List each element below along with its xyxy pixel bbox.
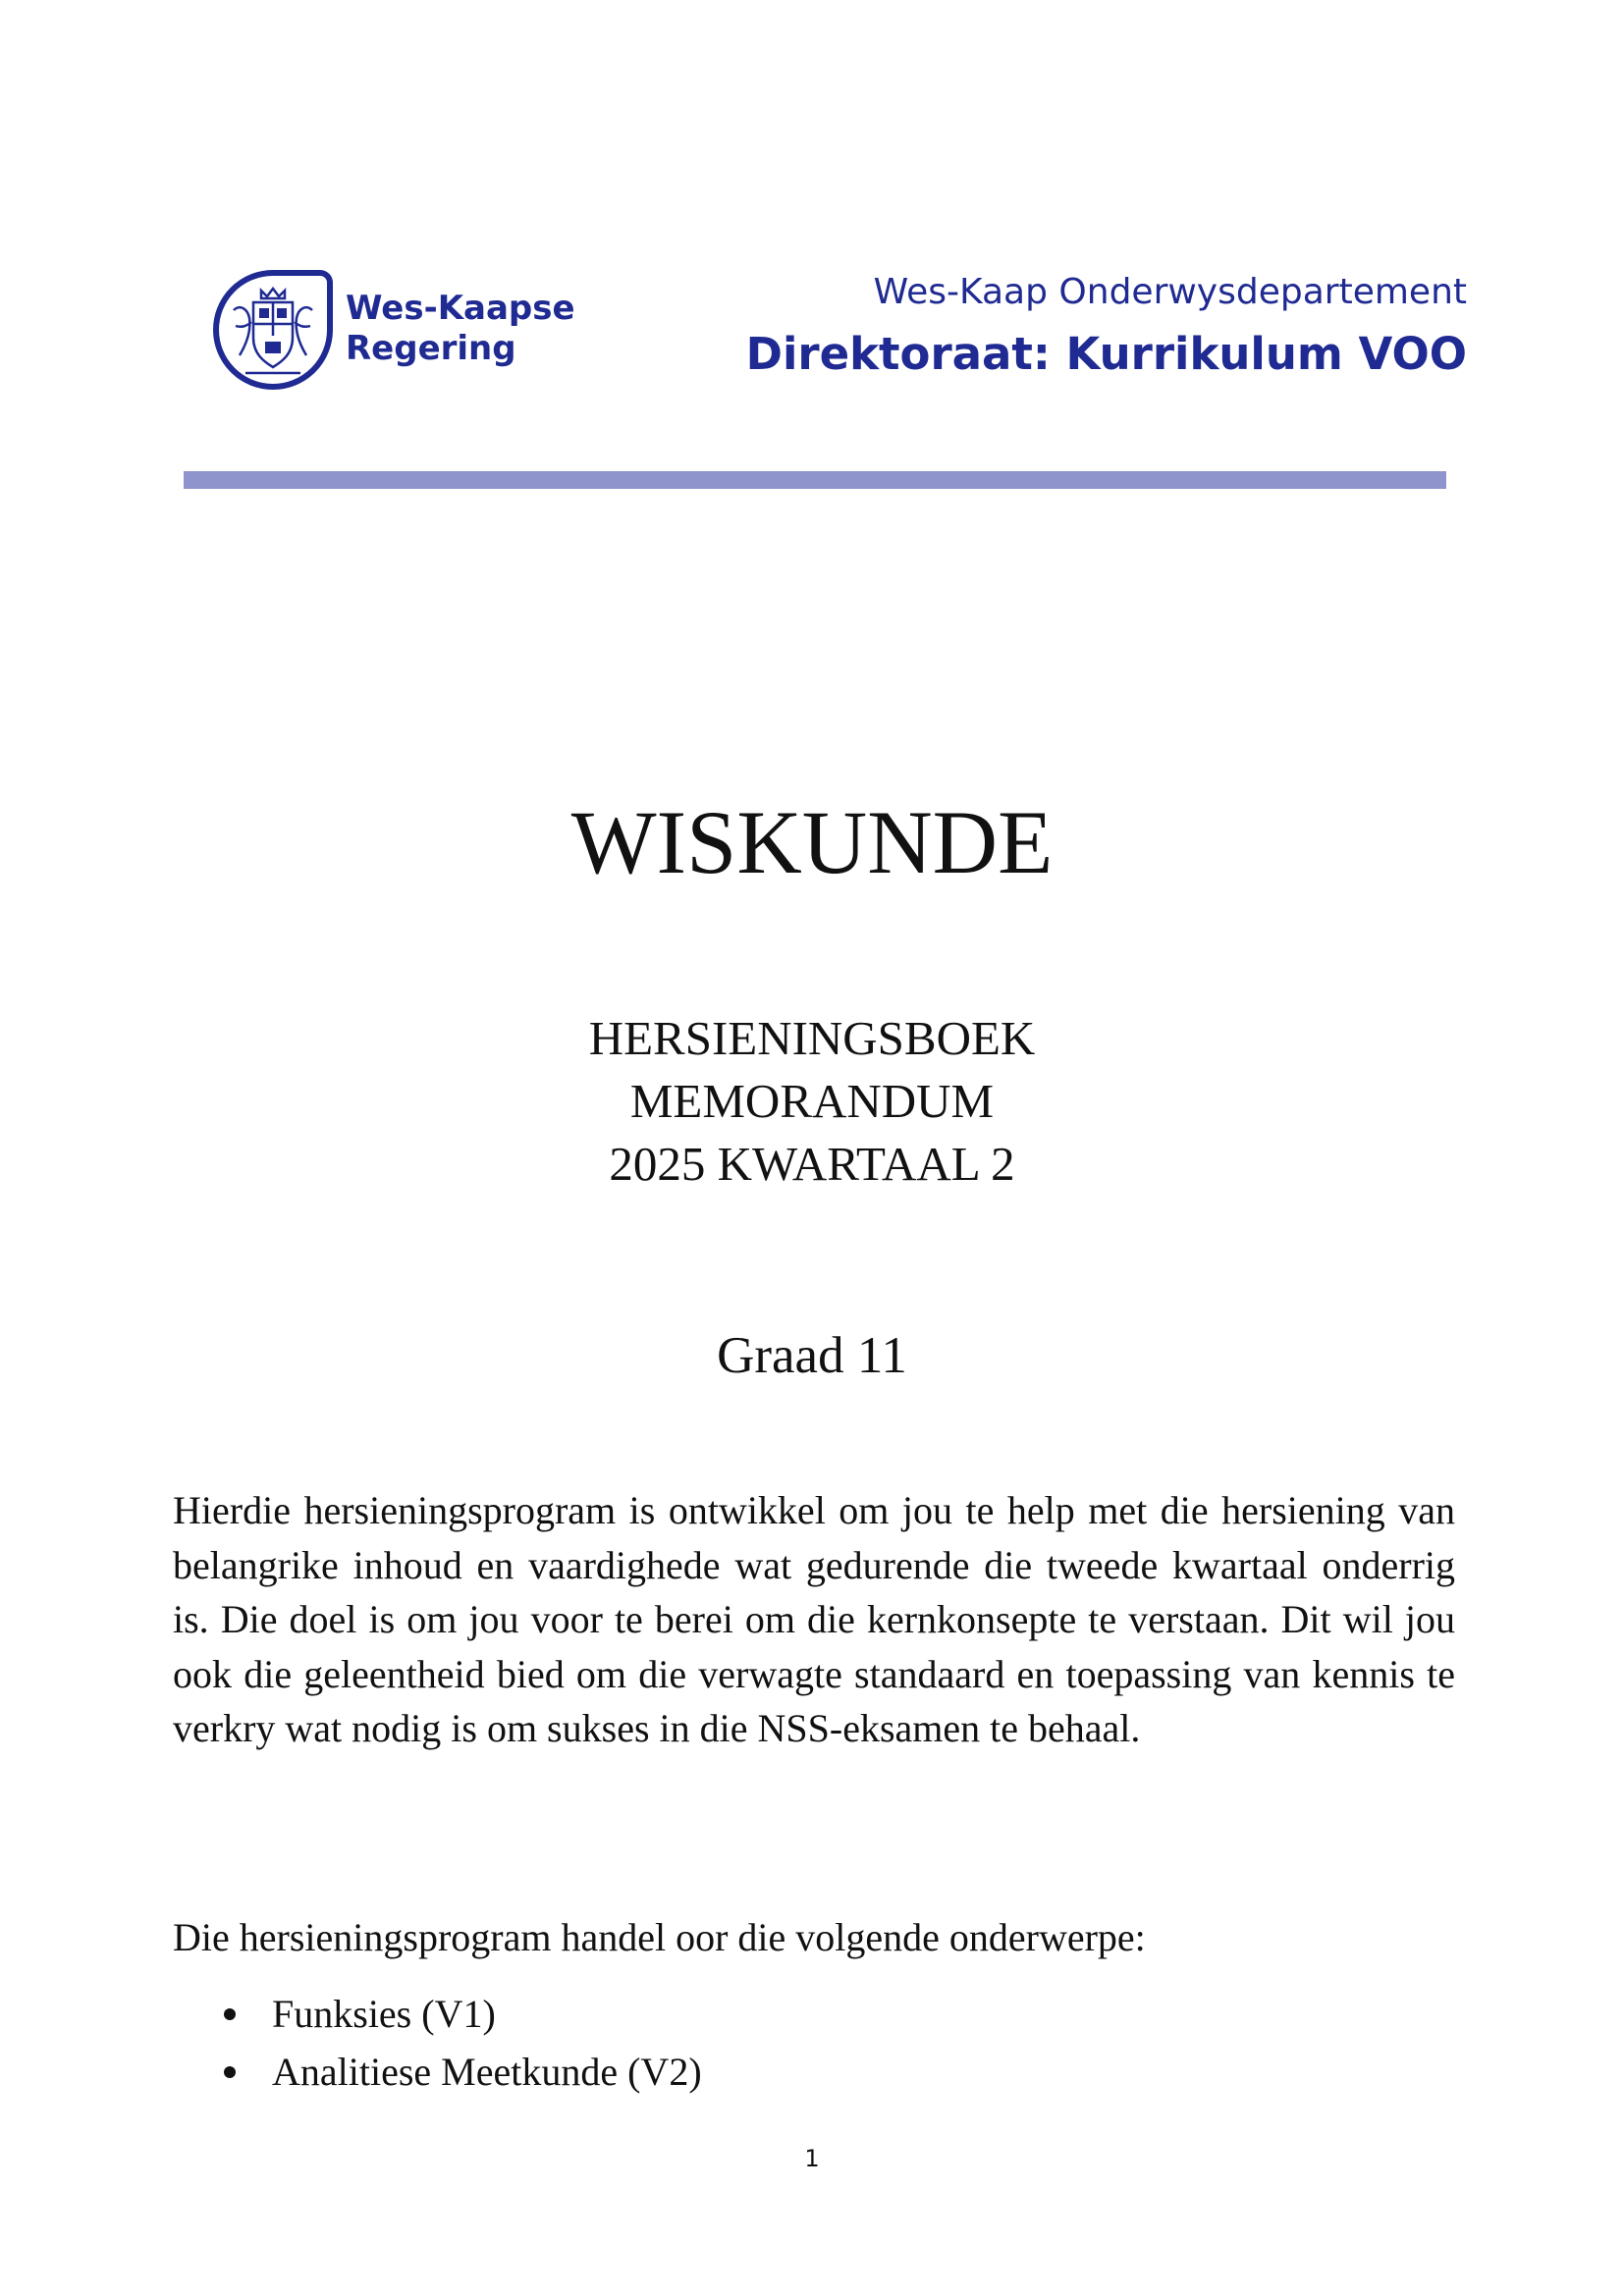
topic-label: Analitiese Meetkunde (V2) bbox=[272, 2050, 702, 2094]
government-logo bbox=[210, 265, 583, 395]
list-item bbox=[173, 1985, 702, 2043]
page-number: 1 bbox=[804, 2145, 820, 2172]
topic-list bbox=[173, 1985, 702, 2101]
header-divider bbox=[184, 471, 1446, 489]
department-name: Wes-Kaap Onderwysdepartement bbox=[873, 272, 1467, 312]
subtitle-line-3: 2025 KWARTAAL 2 bbox=[609, 1137, 1015, 1191]
list-item bbox=[173, 2043, 702, 2101]
document-subtitle bbox=[0, 1007, 1624, 1196]
topics-lead: Die hersieningsprogram handel oor die volgende onderwerpe: bbox=[173, 1915, 1146, 1959]
bullet-icon bbox=[224, 2066, 236, 2078]
coat-of-arms-icon bbox=[210, 267, 336, 393]
topic-label: Funksies (V1) bbox=[272, 1992, 496, 2036]
page-title: WISKUNDE bbox=[570, 792, 1054, 892]
bullet-icon bbox=[224, 2008, 236, 2020]
logo-line-1: Wes-Kaapse bbox=[346, 289, 575, 328]
intro-paragraph: Hierdie hersieningsprogram is ontwikkel om jou te help met die hersiening van belangrike inhoud en vaardighede wat gedurende die tweede kwartaal onderrig is. Die doel is om jou voor te berei om die kernkonsepte te verstaan. Dit wil jou ook die geleentheid bied om die verwagte standaard en toepassing van kennis te verkry wat nodig is om sukses in die NSS-eksamen te behaal. bbox=[173, 1488, 1455, 1750]
department-header bbox=[746, 265, 1467, 385]
logo-wordmark bbox=[346, 289, 575, 369]
logo-line-2: Regering bbox=[346, 329, 516, 368]
grade-label: Graad 11 bbox=[717, 1327, 907, 1384]
subtitle-line-2: MEMORANDUM bbox=[629, 1074, 995, 1128]
subtitle-line-1: HERSIENINGSBOEK bbox=[588, 1011, 1036, 1065]
directorate-name: Direktoraat: Kurrikulum VOO bbox=[745, 328, 1467, 380]
